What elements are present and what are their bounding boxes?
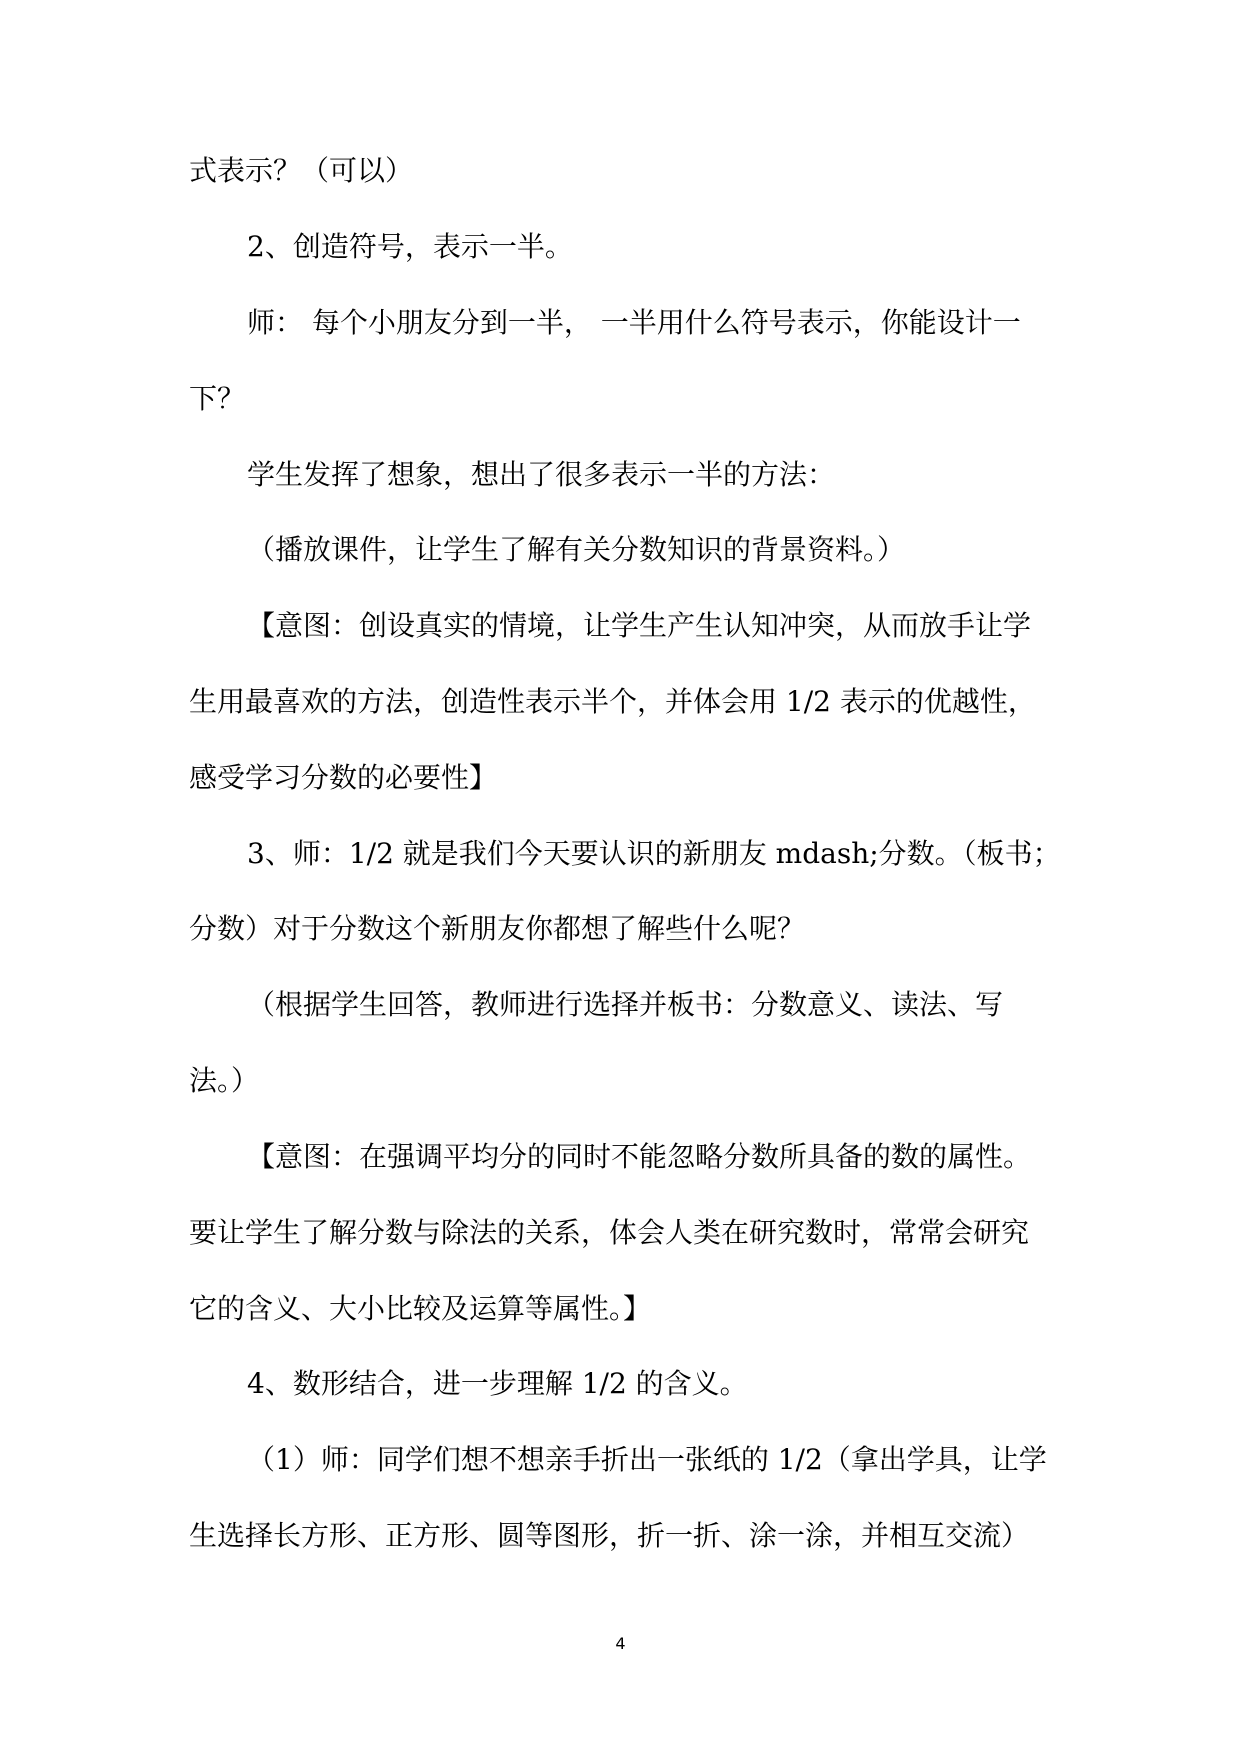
text-line: 分数）对于分数这个新朋友你都想了解些什么呢？ [189, 912, 806, 945]
text-line: 师： 每个小朋友分到一半， 一半用什么符号表示，你能设计一 [247, 306, 1021, 339]
text-line: 学生发挥了想象，想出了很多表示一半的方法： [247, 458, 836, 491]
text-line: 3、师：1/2 就是我们今天要认识的新朋友 mdash;分数。（板书； [247, 837, 1061, 870]
text-line: （1）师：同学们想不想亲手折出一张纸的 1/2（拿出学具，让学 [247, 1443, 1047, 1476]
text-line: 2、创造符号，表示一半。 [247, 230, 573, 263]
text-line: 4、数形结合，进一步理解 1/2 的含义。 [247, 1367, 748, 1400]
text-line: （根据学生回答，教师进行选择并板书：分数意义、读法、写 [247, 988, 1004, 1021]
text-line: 要让学生了解分数与除法的关系，体会人类在研究数时，常常会研究 [189, 1216, 1030, 1249]
text-line: 【意图：在强调平均分的同时不能忽略分数所具备的数的属性。 [247, 1140, 1032, 1173]
page-number: 4 [615, 1634, 626, 1653]
text-line: 感受学习分数的必要性】 [189, 761, 498, 794]
text-line: 法。） [189, 1064, 260, 1097]
text-line: 生选择长方形、正方形、圆等图形，折一折、涂一涂，并相互交流） [189, 1519, 1030, 1552]
text-line: 【意图：创设真实的情境，让学生产生认知冲突，从而放手让学 [247, 609, 1032, 642]
text-line: 下？ [189, 382, 246, 415]
text-line: 式表示？（可以） [189, 154, 414, 187]
text-line: 生用最喜欢的方法，创造性表示半个，并体会用 1/2 表示的优越性， [189, 685, 1036, 718]
text-line: 它的含义、大小比较及运算等属性。】 [189, 1292, 652, 1325]
text-line: （播放课件，让学生了解有关分数知识的背景资料。） [247, 533, 906, 566]
